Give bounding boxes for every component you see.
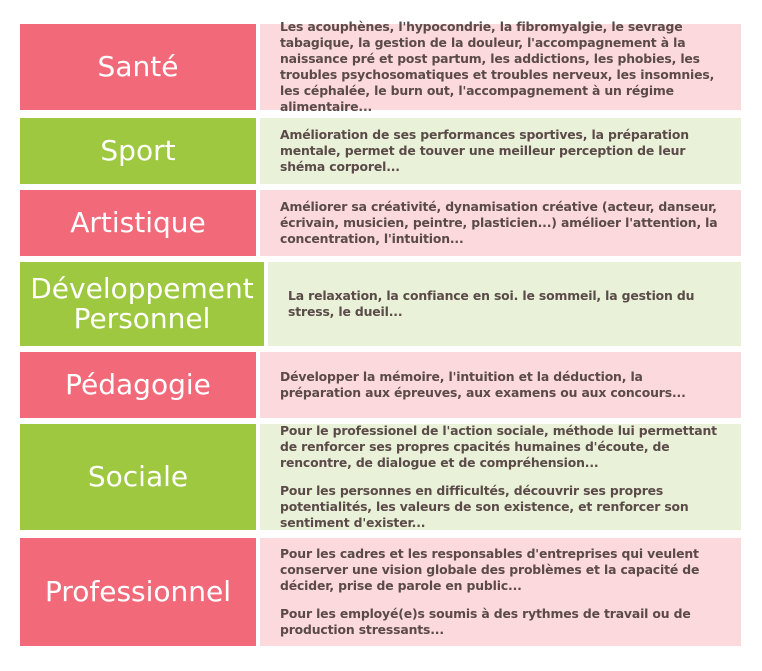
description-paragraph: La relaxation, la confiance en soi. le sommeil, la gestion du stress, le dueil... (288, 288, 695, 319)
description-paragraph: Pour les personnes en difficultés, découvrir ses propres potentialités, les valeurs de son existence, et renforcer son sentiment d'exister... (280, 483, 689, 530)
row-artistique (20, 190, 741, 256)
category-description (260, 19, 741, 114)
description-paragraph: Pour les employé(e)s soumis à des rythmes de travail ou de production stressants... (280, 606, 691, 637)
row-sociale (20, 424, 741, 530)
category-description (260, 352, 741, 418)
description-paragraph: Les acouphènes, l'hypocondrie, la fibromyalgie, le sevrage tabagique, la gestion de la douleur, l'accompagnement à la naissance pré et post partum, les addictions, les phobies, les troubles psychosomatiques et troubles nerveux, les insomnies, les céphalée, le burn out, l'accompagnement à un régime alimentaire... (280, 19, 715, 114)
row-pedagogie (20, 352, 741, 418)
description-paragraph: Améliorer sa créativité, dynamisation créative (acteur, danseur, écrivain, musicien, peintre, plasticien...) amélioer l'attention, la concentration, l'intuition... (280, 199, 718, 246)
category-description (260, 190, 741, 256)
category-label: Développement Personnel (20, 262, 264, 346)
category-description (268, 262, 741, 346)
category-description (260, 424, 741, 530)
category-label: Santé (20, 24, 256, 110)
row-sport (20, 118, 741, 184)
description-paragraph: Amélioration de ses performances sportives, la préparation mentale, permet de touver une meilleur perception de leur shéma corporel... (280, 127, 689, 174)
category-label: Professionnel (20, 538, 256, 646)
category-description (260, 538, 741, 646)
category-label: Sociale (20, 424, 256, 530)
category-label: Sport (20, 118, 256, 184)
category-label: Pédagogie (20, 352, 256, 418)
category-label: Artistique (20, 190, 256, 256)
category-description (260, 118, 741, 184)
description-paragraph: Pour les cadres et les responsables d'entreprises qui veulent conserver une vision globale des problèmes et la capacité de décider, prise de parole en public... (280, 546, 700, 593)
description-paragraph: Développer la mémoire, l'intuition et la déduction, la préparation aux épreuves, aux examens ou aux concours... (280, 369, 686, 400)
row-developpement-personnel (20, 262, 741, 346)
description-paragraph: Pour le professionel de l'action sociale, méthode lui permettant de renforcer ses propres cpacités humaines d'écoute, de rencontre, de dialogue et de compréhension... (280, 423, 717, 470)
row-professionnel (20, 538, 741, 646)
row-sante (20, 19, 741, 114)
